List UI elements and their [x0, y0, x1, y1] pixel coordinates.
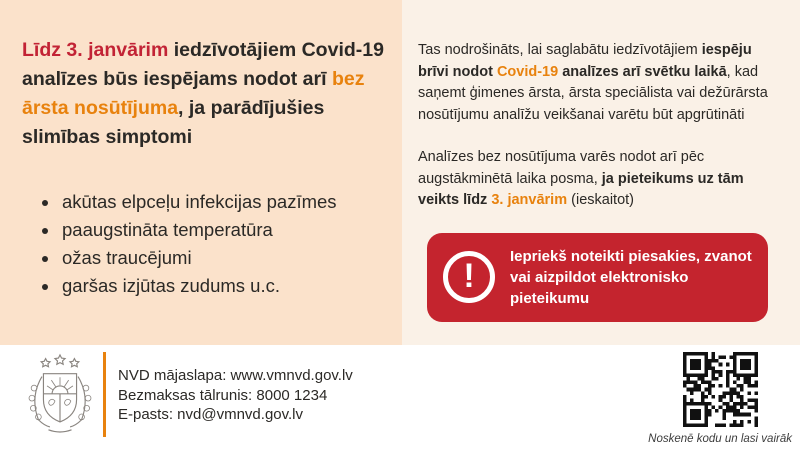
footer-divider [103, 352, 106, 437]
list-item: • ožas traucējumi [60, 244, 390, 272]
contact-line-email: E-pasts: nvd@vmnvd.gov.lv [118, 406, 304, 423]
contact-info [118, 366, 353, 425]
covid-highlight: Covid-19 [496, 63, 559, 80]
footer [0, 345, 800, 450]
paragraph-bold: ja pieteikums uz tām veikts līdz [418, 170, 744, 208]
contact-line-phone: Bezmaksas tālrunis: 8000 1234 [118, 386, 328, 404]
headline-tail: , ja parādījušies slimības simptomi [22, 97, 325, 148]
left-panel [0, 0, 402, 345]
coat-of-arms-logo [24, 353, 96, 444]
paragraph-bold: analīzes arī svētku laikā [558, 63, 727, 80]
paragraph-text: (ieskaitot) [567, 192, 634, 208]
alert-box [427, 233, 768, 322]
date-highlight: 3. janvārim [491, 192, 568, 208]
headline [22, 36, 390, 152]
symptom-list [22, 188, 390, 300]
paragraph-text: Tas nodrošināts, lai saglabātu iedzīvotājiem [418, 42, 702, 58]
paragraph-bold: iespēju brīvi nodot [418, 42, 752, 80]
paragraph-text: Analīzes bez nosūtījuma varēs nodot arī pēc augstākminētā laika posma, [418, 149, 705, 187]
list-item: • paaugstināta temperatūra [60, 216, 390, 244]
alert-text: Iepriekš noteikti piesakies, zvanot vai aizpildot elektronisko pieteikumu [510, 247, 752, 307]
stars [41, 355, 79, 367]
qr-code-icon [683, 352, 758, 427]
headline-text: iedzīvotājiem Covid-19 analīzes būs iespējams nodot arī [22, 39, 384, 90]
right-panel [402, 0, 800, 345]
qr-caption: Noskenē kodu un lasi vairāk [648, 433, 792, 445]
headline-date-highlight: Līdz 3. janvārim [22, 39, 169, 61]
paragraph-deadline [418, 147, 786, 212]
contact-line-website: NVD mājaslapa: www.vmnvd.gov.lv [118, 367, 353, 384]
exclamation-icon [443, 251, 495, 303]
paragraph-text: , kad saņemt ģimenes ārsta, ārsta speciālista vai dežūrārsta nosūtījumu analīžu veikšanai varētu būt apgrūtināti [418, 63, 768, 123]
list-item: • garšas izjūtas zudums u.c. [60, 272, 390, 300]
paragraph-availability [418, 40, 786, 126]
list-item: • akūtas elpceļu infekcijas pazīmes [60, 188, 390, 216]
headline-orange-highlight: bez ārsta nosūtījuma [22, 68, 365, 119]
